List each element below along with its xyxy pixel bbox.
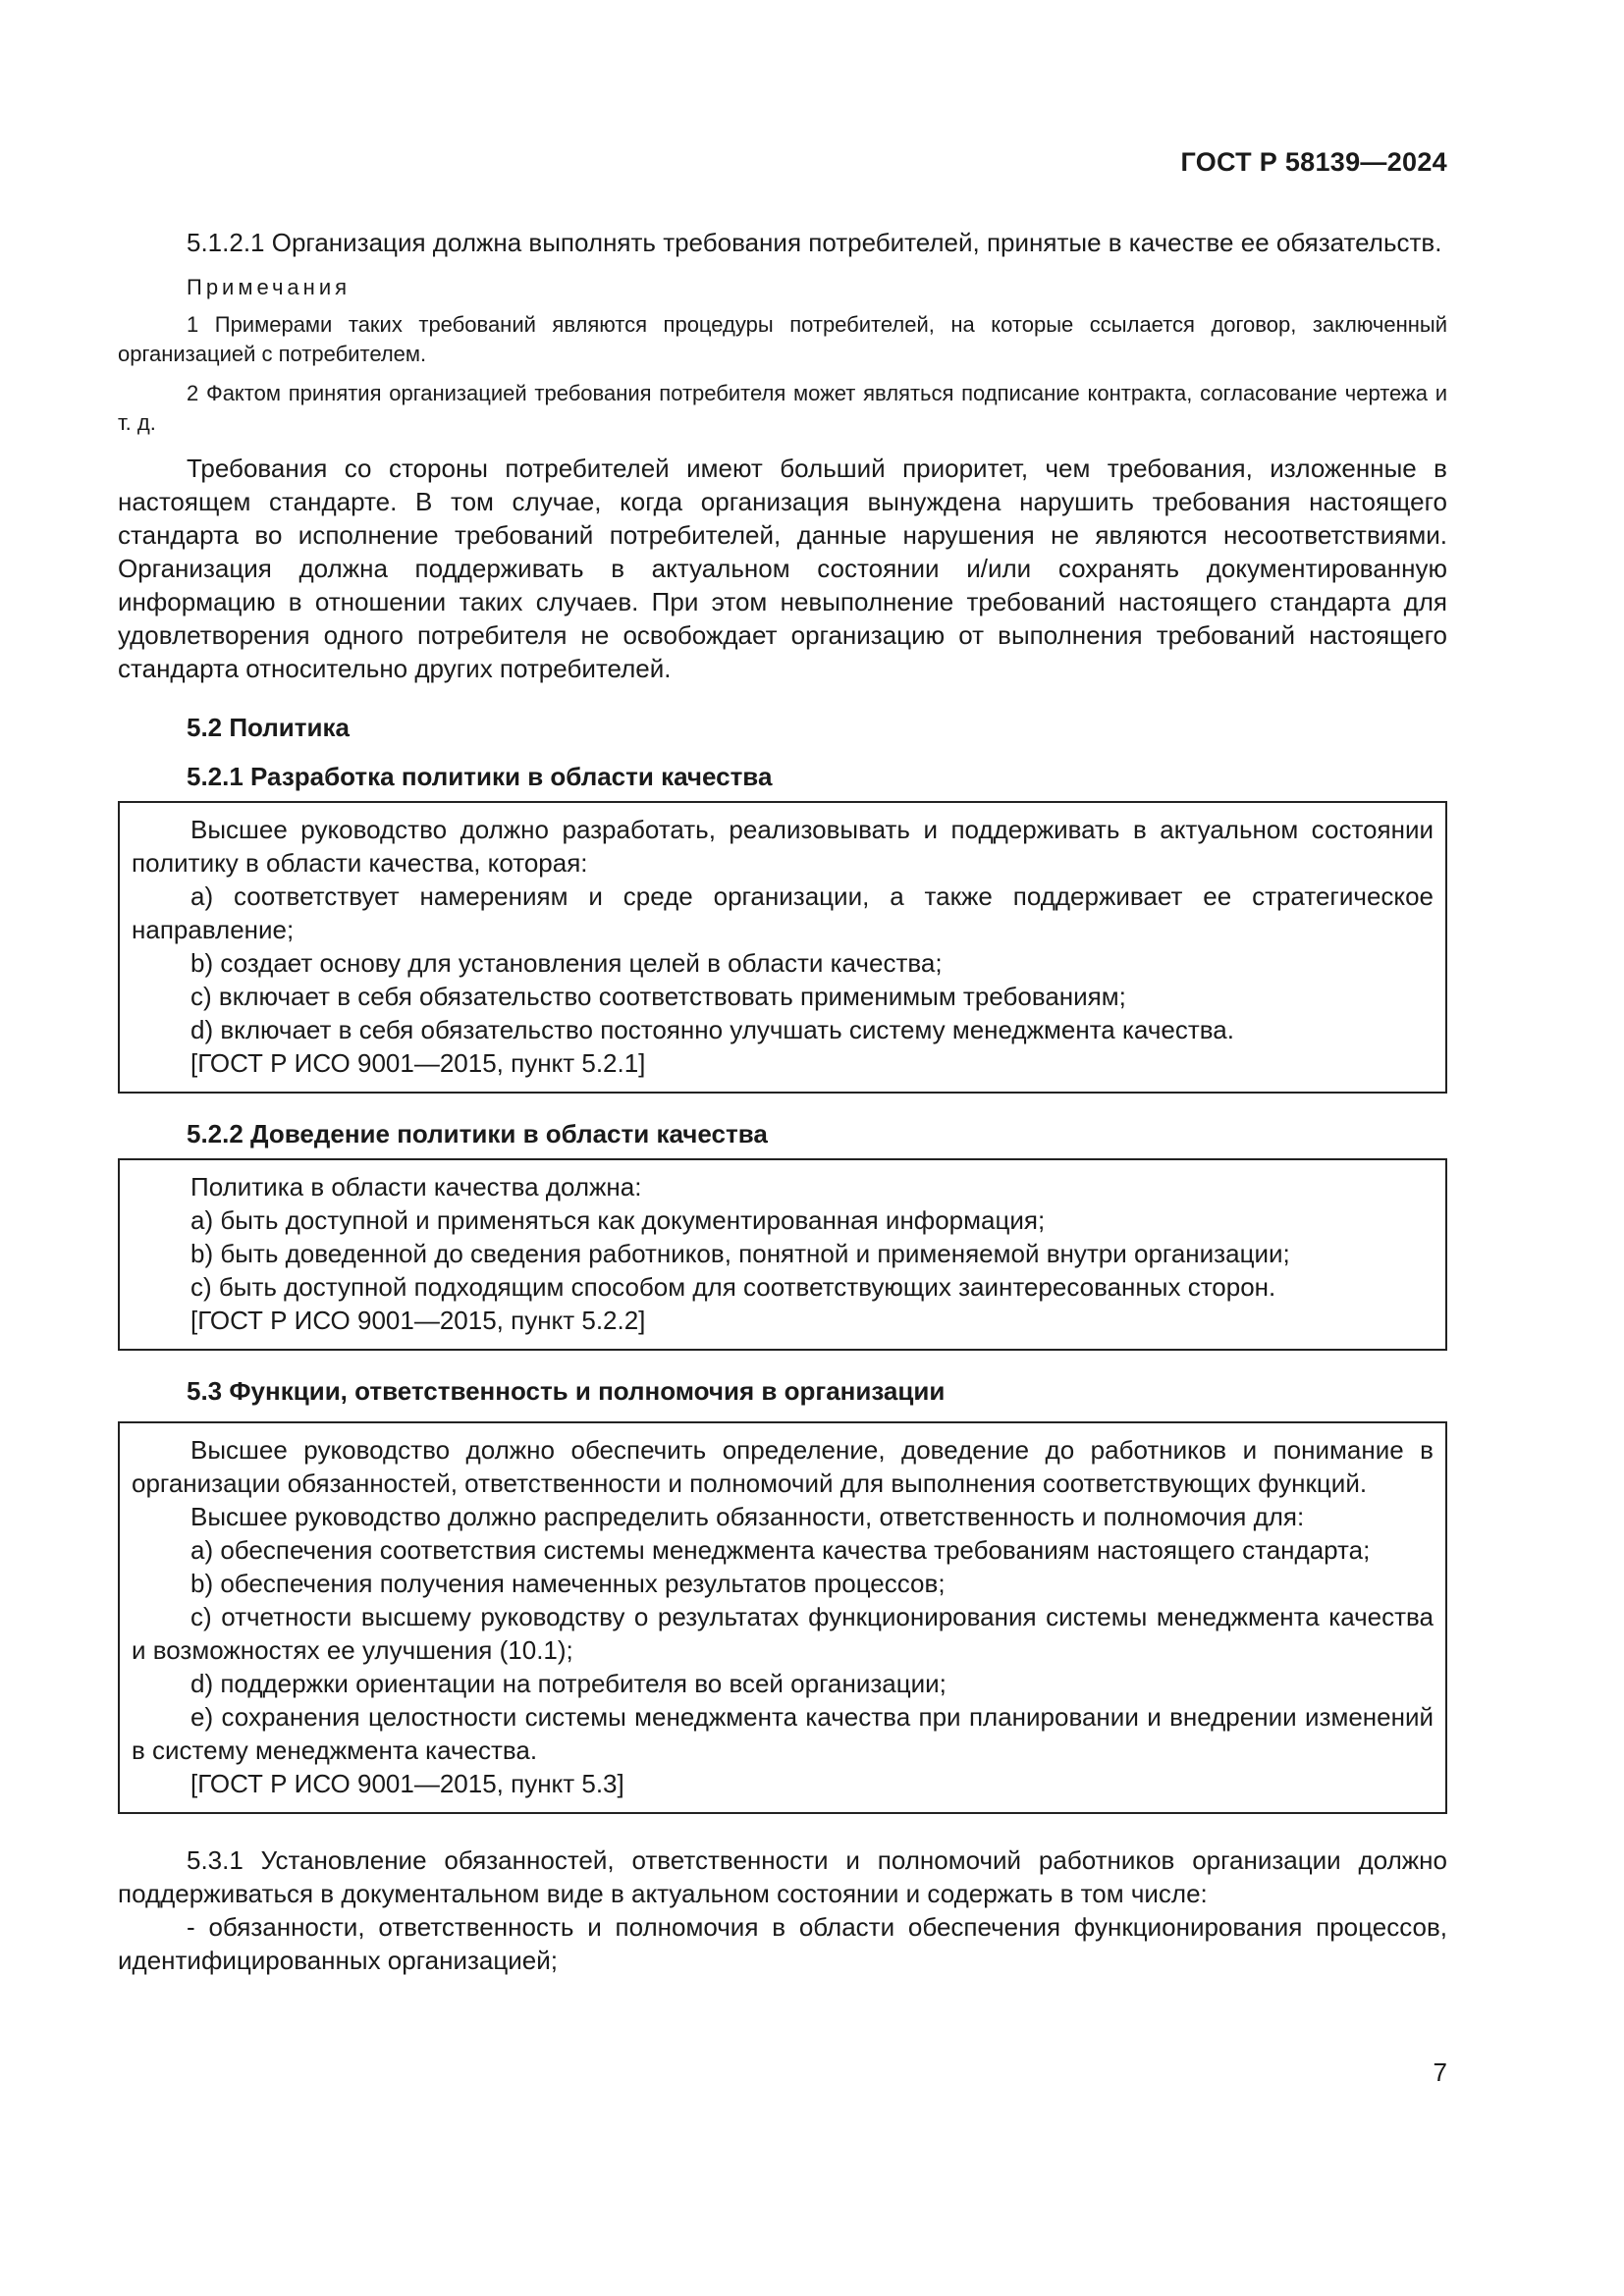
list-item: b) создает основу для установления целей в области качества; [190,948,943,978]
section-5-2-1-heading: 5.2.1 Разработка политики в области качества [187,762,773,791]
box-intro: Высшее руководство должно разработать, реализовывать и поддерживать в актуальном состоянии политику в области качества, которая: [132,815,1434,878]
section-5-2-heading: 5.2 Политика [187,713,350,742]
source-reference: [ГОСТ Р ИСО 9001—2015, пункт 5.2.2] [190,1306,646,1335]
source-reference: [ГОСТ Р ИСО 9001—2015, пункт 5.2.1] [190,1048,646,1078]
note-2: 2 Фактом принятия организацией требования потребителя может являться подписание контракта, согласование чертежа и т. д. [118,381,1447,435]
list-item: c) отчетности высшему руководству о результатах функционирования системы менеджмента качества и возможностях ее улучшения (10.1); [132,1602,1434,1665]
clause-5-3-1: 5.3.1 Установление обязанностей, ответственности и полномочий работников организации должно поддерживаться в документальном виде в актуальном состоянии и содержать в том числе: [118,1845,1447,1908]
list-item: a) соответствует намерениям и среде организации, а также поддерживает ее стратегическое направление; [132,881,1434,944]
notes-label: Примечания [187,275,352,299]
quote-box-5-3 [118,1421,1447,1814]
list-item: c) быть доступной подходящим способом для соответствующих заинтересованных сторон. [190,1272,1276,1302]
section-5-2-2-heading: 5.2.2 Доведение политики в области качества [187,1119,768,1148]
list-item: - обязанности, ответственность и полномочия в области обеспечения функционирования процессов, идентифицированных организацией; [118,1912,1447,1975]
list-item: e) сохранения целостности системы менеджмента качества при планировании и внедрении изменений в систему менеджмента качества. [132,1702,1434,1765]
box-intro: Высшее руководство должно обеспечить определение, доведение до работников и понимание в организации обязанностей, ответственности и полномочий для выполнения соответствующих функций. [132,1435,1434,1498]
page-content [118,226,1447,1977]
clause-5-1-2-1: 5.1.2.1 Организация должна выполнять требования потребителей, принятые в качестве ее обязательств. [187,228,1442,257]
section-5-3-heading: 5.3 Функции, ответственность и полномочия в организации [187,1376,946,1406]
source-reference: [ГОСТ Р ИСО 9001—2015, пункт 5.3] [190,1769,624,1798]
list-item: b) быть доведенной до сведения работников, понятной и применяемой внутри организации; [190,1239,1290,1268]
page-number: 7 [1433,2057,1447,2087]
document-code: ГОСТ Р 58139—2024 [1180,147,1447,177]
quote-box-5-2-1 [118,801,1447,1094]
box-intro: Политика в области качества должна: [190,1172,642,1201]
list-item: a) обеспечения соответствия системы менеджмента качества требованиям настоящего стандарта; [190,1535,1371,1565]
box-intro-2: Высшее руководство должно распределить обязанности, ответственность и полномочия для: [190,1502,1305,1531]
list-item: a) быть доступной и применяться как документированная информация; [190,1205,1046,1235]
list-item: c) включает в себя обязательство соответствовать применимым требованиям; [190,982,1126,1011]
list-item: b) обеспечения получения намеченных результатов процессов; [190,1569,946,1598]
customer-requirements-paragraph: Требования со стороны потребителей имеют больший приоритет, чем требования, изложенные в настоящем стандарте. В том случае, когда организация вынуждена нарушить требования настоящего стандарта во исполнение требований потребителей, данные нарушения не являются несоответствиями. Организация должна поддерживать в актуальном состоянии и/или сохранять документированную информацию в отношении таких случаев. При этом невыполнение требований настоящего стандарта для удовлетворения одного потребителя не освобождает организацию от выполнения требований настоящего стандарта относительно других потребителей. [118,454,1447,683]
list-item: d) поддержки ориентации на потребителя во всей организации; [190,1669,947,1698]
quote-box-5-2-2 [118,1158,1447,1351]
list-item: d) включает в себя обязательство постоянно улучшать систему менеджмента качества. [190,1015,1234,1044]
note-1: 1 Примерами таких требований являются процедуры потребителей, на которые ссылается договор, заключенный организацией с потребителем. [118,312,1447,366]
